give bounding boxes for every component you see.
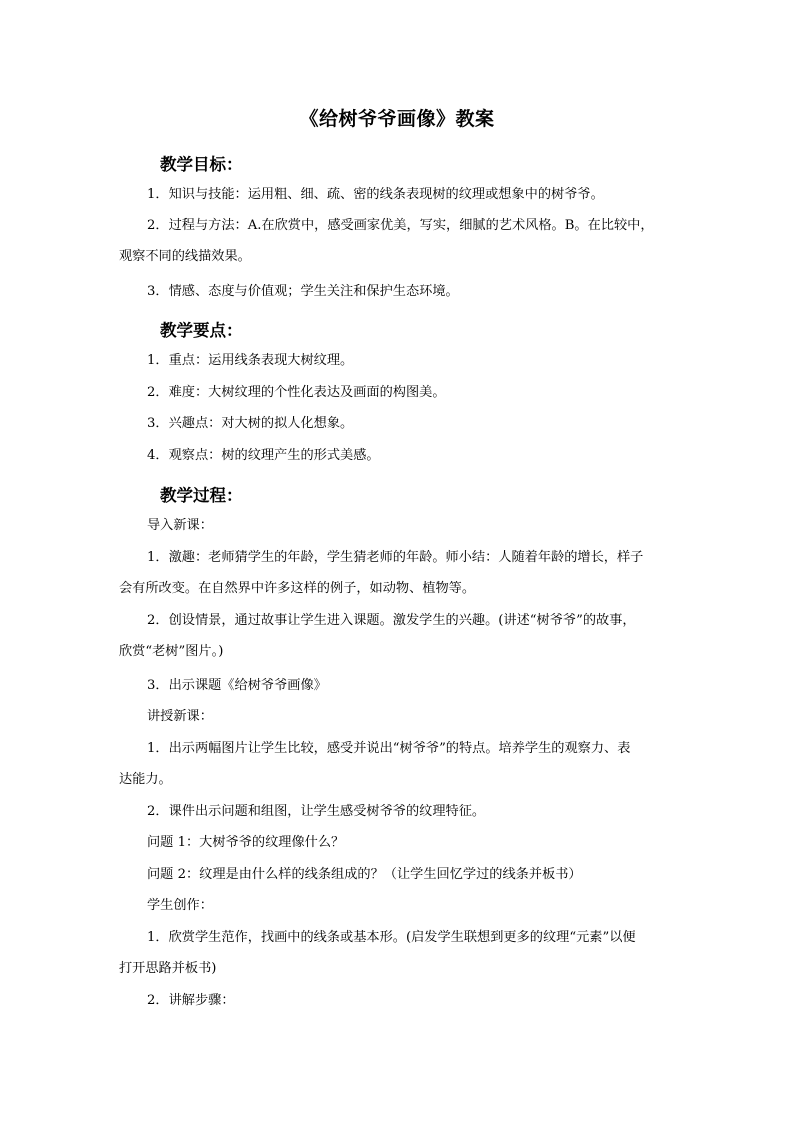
process-line-1-cont: 会有所改变。在自然界中许多这样的例子，如动物、植物等。	[119, 581, 476, 596]
process-question-2: 问题 2：纹理是由什么样的线条组成的？（让学生回忆学过的线条并板书）	[147, 867, 582, 882]
process-line-2-cont: 欣赏“老树”图片。)	[119, 644, 224, 659]
process-creation-line-2: 2．讲解步骤：	[147, 993, 235, 1008]
process-subheading-new-lesson: 讲授新课：	[147, 709, 213, 724]
objectives-line-3: 3．情感、态度与价值观；学生关注和保护生态环境。	[147, 284, 459, 299]
key-points-line-4: 4．观察点：树的纹理产生的形式美感。	[147, 448, 380, 463]
objectives-line-2: 2．过程与方法：A.在欣赏中，感受画家优美，写实，细腻的艺术风格。B。在比较中，	[147, 218, 654, 233]
section-heading-objectives: 教学目标：	[160, 155, 243, 174]
document-title: 《给树爷爷画像》教案	[299, 108, 495, 130]
process-creation-line-1-cont: 打开思路并板书)	[119, 961, 217, 976]
key-points-line-3: 3．兴趣点：对大树的拟人化想象。	[147, 416, 354, 431]
objectives-line-2-cont: 观察不同的线描效果。	[119, 249, 251, 264]
process-question-1: 问题 1：大树爷爷的纹理像什么？	[147, 835, 345, 850]
process-creation-line-1: 1．欣赏学生范作，找画中的线条或基本形。(启发学生联想到更多的纹理“元素”以便	[147, 930, 636, 945]
process-line-3: 3．出示课题《给树爷爷画像》	[147, 678, 327, 693]
key-points-line-1: 1．重点：运用线条表现大树纹理。	[147, 353, 354, 368]
section-heading-process: 教学过程：	[160, 486, 243, 505]
process-subheading-student-creation: 学生创作：	[147, 898, 213, 913]
process-line-1: 1．激趣：老师猜学生的年龄，学生猜老师的年龄。师小结：人随着年龄的增长，样子	[147, 550, 644, 565]
process-subheading-intro: 导入新课：	[147, 518, 213, 533]
key-points-line-2: 2．难度：大树纹理的个性化表达及画面的构图美。	[147, 385, 446, 400]
process-lesson-line-2: 2．课件出示问题和组图，让学生感受树爷爷的纹理特征。	[147, 804, 486, 819]
process-lesson-line-1: 1．出示两幅图片让学生比较，感受并说出“树爷爷”的特点。培养学生的观察力、表	[147, 741, 631, 756]
process-lesson-line-1-cont: 达能力。	[119, 772, 172, 787]
process-line-2: 2．创设情景，通过故事让学生进入课题。激发学生的兴趣。(讲述“树爷爷”的故事，	[147, 613, 636, 628]
objectives-line-1: 1．知识与技能：运用粗、细、疏、密的线条表现树的纹理或想象中的树爷爷。	[147, 187, 604, 202]
section-heading-key-points: 教学要点：	[160, 321, 243, 340]
